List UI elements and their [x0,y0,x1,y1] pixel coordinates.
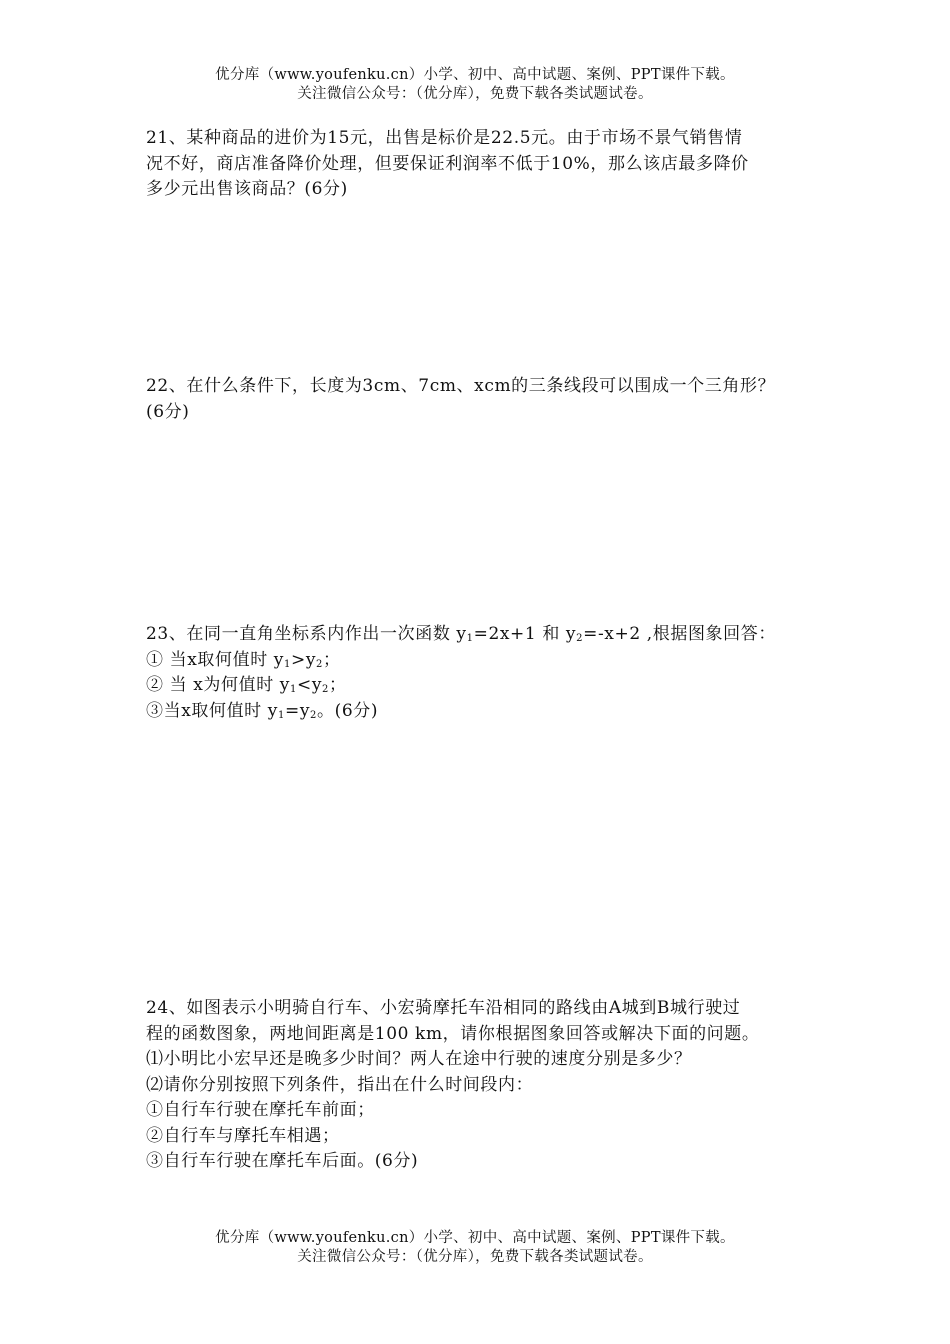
subscript-1: 1 [278,709,285,721]
q23-intro-c: =-x+2 ,根据图象回答： [583,624,776,644]
question-24-line: 24、如图表示小明骑自行车、小宏骑摩托车沿相同的路线由A城到B城行驶过 [146,998,741,1018]
header-line-1: 优分库（www.youfenku.cn）小学、初中、高中试题、案例、PPT课件下载。 [215,67,735,83]
question-24-line: ②自行车与摩托车相遇； [146,1125,340,1146]
question-23-item-3 [146,699,816,725]
question-24-line: 程的函数图象，两地间距离是100 km，请你根据图象回答或解决下面的问题。 [146,1023,760,1044]
question-21-line: 多少元出售该商品？(6分) [146,179,348,199]
q23-intro-a: 23、在同一直角坐标系内作出一次函数 y [146,624,467,644]
q23-item1-a: ① 当x取何值时 y [146,649,284,670]
question-21-line: 21、某种商品的进价为15元，出售是标价是22.5元。由于市场不景气销售情 [146,128,743,148]
question-24-line: ⑴小明比小宏早还是晚多少时间？两人在途中行驶的速度分别是多少？ [146,1049,692,1069]
subscript-1: 1 [290,684,297,695]
q23-item3-a: ③当x取何值时 y [146,700,278,721]
subscript-2: 2 [322,684,330,695]
footer-line-2: 关注微信公众号：（优分库），免费下载各类试题试卷。 [297,1249,653,1265]
footer-line-1: 优分库（www.youfenku.cn）小学、初中、高中试题、案例、PPT课件下载。 [215,1230,735,1246]
subscript-2: 2 [310,709,317,721]
page-footer [0,1229,950,1267]
question-21-line: 况不好，商店准备降价处理，但要保证利润率不低于10%，那么该店最多降价 [146,153,749,174]
question-21 [146,126,816,203]
subscript-2: 2 [316,658,323,670]
question-23-item-1 [146,648,816,674]
question-24 [146,996,816,1175]
subscript-2: 2 [576,633,584,644]
question-23-item-2 [146,673,816,699]
q23-intro-b: =2x+1 和 y [473,624,577,644]
q23-item2-c: ； [329,675,347,695]
q23-item1-b: >y [290,649,317,670]
question-23 [146,622,816,724]
q23-item1-c: ； [323,649,341,670]
question-22 [146,374,816,425]
question-22-line: (6分) [146,401,190,422]
q23-item2-b: <y [296,675,323,695]
question-24-line: ①自行车行驶在摩托车前面； [146,1100,375,1120]
header-line-2: 关注微信公众号：（优分库），免费下载各类试题试卷。 [297,86,653,102]
subscript-1: 1 [284,658,291,670]
question-23-intro [146,622,816,648]
subscript-1: 1 [466,633,474,644]
question-22-line: 22、在什么条件下，长度为3cm、7cm、xcm的三条线段可以围成一个三角形？ [146,376,776,396]
question-24-line: ⑵请你分别按照下列条件，指出在什么时间段内： [146,1074,534,1095]
page-header [0,66,950,104]
question-24-line: ③自行车行驶在摩托车后面。(6分) [146,1151,419,1171]
q23-item3-b: =y [284,700,311,721]
q23-item2-a: ② 当 x为何值时 y [146,675,291,695]
q23-item3-c: 。(6分) [317,700,379,721]
